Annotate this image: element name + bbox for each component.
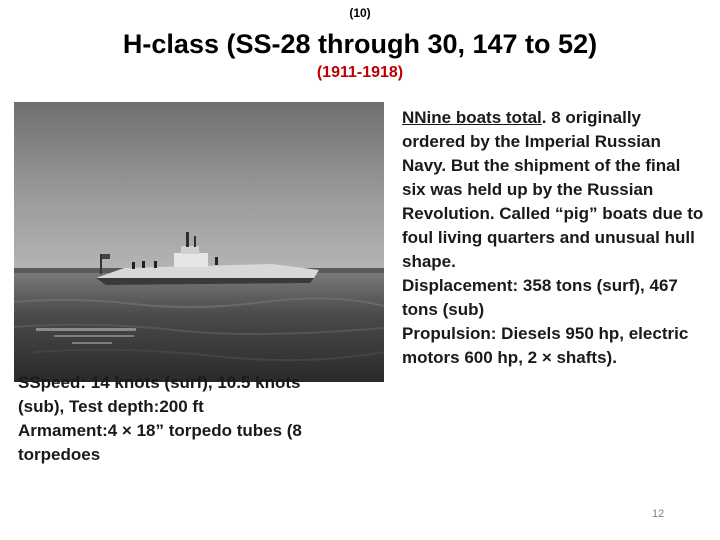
slide-subtitle: (1911-1918) [316, 64, 404, 81]
page-number: 12 [652, 508, 665, 520]
specs-line: (sub), Test depth:200 ft [18, 397, 204, 416]
displacement-text: Displacement: 358 tons (surf), 467 tons (sub) [402, 276, 678, 319]
submarine-photo [14, 102, 384, 382]
specs-line: SSpeed: 14 knots (surf), 10.5 knots [18, 373, 301, 392]
boats-total-text: NNine boats total [402, 108, 542, 127]
slide-title: H-class (SS-28 through 30, 147 to 52) [122, 29, 598, 59]
specs-line: torpedoes [18, 445, 101, 464]
slide-number-top: (10) [349, 6, 371, 20]
history-paragraph [402, 106, 708, 274]
specs-line: Armament:4 × 18” torpedo tubes (8 [18, 421, 302, 440]
history-text [402, 106, 708, 370]
specs-text [18, 371, 390, 467]
history-rest: . 8 originally ordered by the Imperial Russian Navy. But the shipment of the final six was held up by the Russian Revolution. Called “pig” boats due to foul living quarters and unusual hull shape. [402, 108, 704, 271]
propulsion-text: Propulsion: Diesels 950 hp, electric motors 600 hp, 2 × shafts). [402, 324, 689, 367]
